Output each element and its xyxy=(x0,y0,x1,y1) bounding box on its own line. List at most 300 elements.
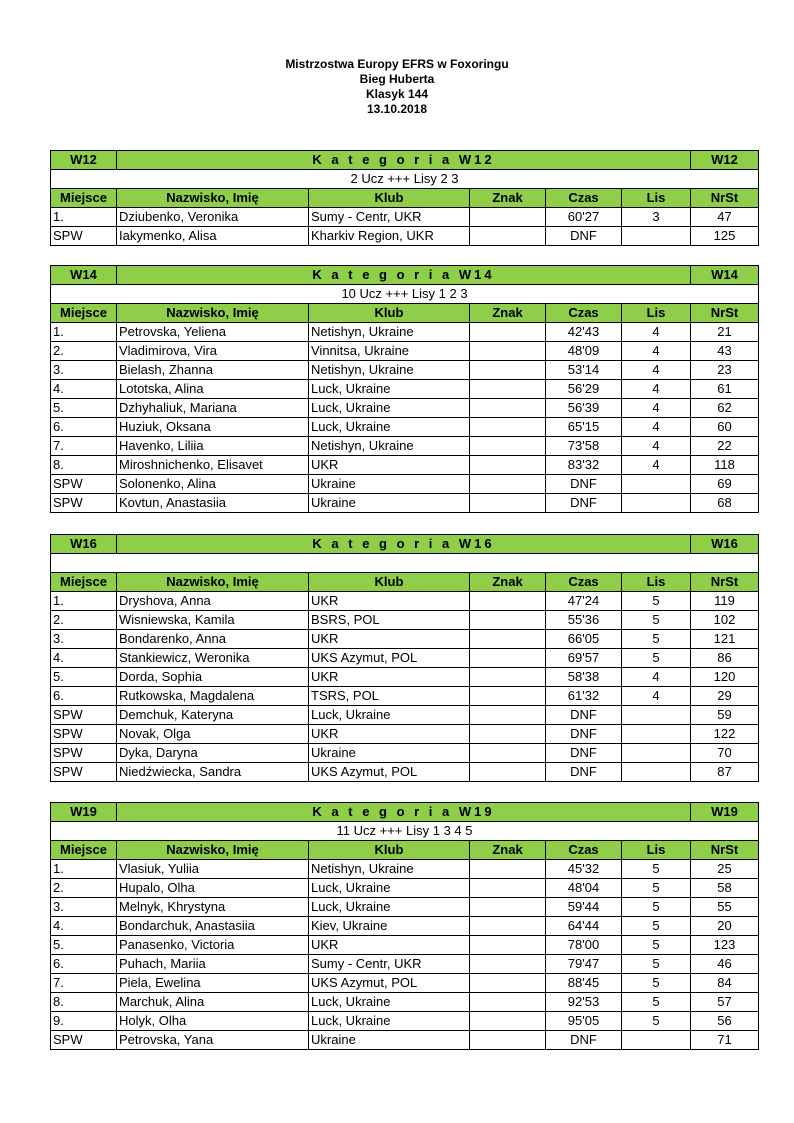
cell-nrst: 84 xyxy=(691,974,759,993)
cell-club: Netishyn, Ukraine xyxy=(309,361,470,380)
cell-lis: 5 xyxy=(622,993,691,1012)
category-code-left: W14 xyxy=(51,266,117,285)
cell-nrst: 87 xyxy=(691,763,759,782)
category-info: 2 Ucz +++ Lisy 2 3 xyxy=(51,170,759,189)
cell-time: 61'32 xyxy=(546,687,622,706)
category-code-left: W12 xyxy=(51,151,117,170)
table-row xyxy=(51,879,759,898)
cell-place: 4. xyxy=(51,649,117,668)
category-code-left: W19 xyxy=(51,803,117,822)
cell-place: 4. xyxy=(51,380,117,399)
table-row xyxy=(51,955,759,974)
cell-lis xyxy=(622,725,691,744)
cell-name: Stankiewicz, Weronika xyxy=(117,649,309,668)
cell-sign xyxy=(470,494,546,513)
cell-nrst: 20 xyxy=(691,917,759,936)
cell-place: 7. xyxy=(51,974,117,993)
cell-time: 48'09 xyxy=(546,342,622,361)
cell-nrst: 68 xyxy=(691,494,759,513)
cell-name: Dyka, Daryna xyxy=(117,744,309,763)
cell-sign xyxy=(470,860,546,879)
cell-time: DNF xyxy=(546,706,622,725)
cell-lis xyxy=(622,744,691,763)
column-header-time: Czas xyxy=(546,189,622,208)
cell-place: 8. xyxy=(51,456,117,475)
cell-time: DNF xyxy=(546,763,622,782)
cell-nrst: 71 xyxy=(691,1031,759,1050)
cell-time: 88'45 xyxy=(546,974,622,993)
cell-club: Luck, Ukraine xyxy=(309,399,470,418)
table-row xyxy=(51,342,759,361)
table-row xyxy=(51,611,759,630)
event-date: 13.10.2018 xyxy=(366,102,428,116)
cell-sign xyxy=(470,898,546,917)
cell-nrst: 23 xyxy=(691,361,759,380)
cell-place: 6. xyxy=(51,418,117,437)
table-row xyxy=(51,744,759,763)
cell-lis: 4 xyxy=(622,687,691,706)
cell-time: DNF xyxy=(546,1031,622,1050)
category-info-row xyxy=(51,554,759,573)
cell-sign xyxy=(470,611,546,630)
table-row xyxy=(51,668,759,687)
column-header-name: Nazwisko, Imię xyxy=(117,304,309,323)
cell-lis: 4 xyxy=(622,323,691,342)
table-row xyxy=(51,725,759,744)
category-code-right: W16 xyxy=(691,535,759,554)
cell-place: 3. xyxy=(51,630,117,649)
cell-place: SPW xyxy=(51,475,117,494)
table-row xyxy=(51,898,759,917)
table-row xyxy=(51,630,759,649)
cell-lis: 5 xyxy=(622,955,691,974)
column-header-lis: Lis xyxy=(622,189,691,208)
cell-club: UKS Azymut, POL xyxy=(309,974,470,993)
cell-time: 56'29 xyxy=(546,380,622,399)
table-row xyxy=(51,399,759,418)
cell-name: Petrovska, Yeliena xyxy=(117,323,309,342)
category-header-row xyxy=(51,266,759,285)
cell-sign xyxy=(470,879,546,898)
cell-name: Lototska, Alina xyxy=(117,380,309,399)
cell-name: Piela, Ewelina xyxy=(117,974,309,993)
cell-sign xyxy=(470,227,546,246)
category-info: 11 Ucz +++ Lisy 1 3 4 5 xyxy=(51,822,759,841)
table-row xyxy=(51,993,759,1012)
cell-time: DNF xyxy=(546,475,622,494)
cell-club: Sumy - Centr, UKR xyxy=(309,208,470,227)
cell-time: 73'58 xyxy=(546,437,622,456)
cell-name: Rutkowska, Magdalena xyxy=(117,687,309,706)
cell-sign xyxy=(470,687,546,706)
column-header-sign: Znak xyxy=(470,573,546,592)
cell-sign xyxy=(470,668,546,687)
cell-sign xyxy=(470,361,546,380)
column-header-row xyxy=(51,189,759,208)
cell-time: DNF xyxy=(546,744,622,763)
cell-lis: 4 xyxy=(622,418,691,437)
cell-lis: 4 xyxy=(622,380,691,399)
cell-club: Netishyn, Ukraine xyxy=(309,860,470,879)
cell-name: Bondarenko, Anna xyxy=(117,630,309,649)
cell-nrst: 121 xyxy=(691,630,759,649)
column-header-row xyxy=(51,573,759,592)
cell-lis: 5 xyxy=(622,974,691,993)
table-row xyxy=(51,380,759,399)
cell-nrst: 58 xyxy=(691,879,759,898)
category-info-row xyxy=(51,285,759,304)
cell-place: 5. xyxy=(51,399,117,418)
cell-place: 1. xyxy=(51,592,117,611)
cell-club: Luck, Ukraine xyxy=(309,418,470,437)
cell-club: Kiev, Ukraine xyxy=(309,917,470,936)
cell-name: Havenko, Liliia xyxy=(117,437,309,456)
cell-name: Puhach, Mariia xyxy=(117,955,309,974)
cell-name: Dryshova, Anna xyxy=(117,592,309,611)
cell-nrst: 59 xyxy=(691,706,759,725)
cell-nrst: 123 xyxy=(691,936,759,955)
cell-lis: 5 xyxy=(622,936,691,955)
table-row xyxy=(51,361,759,380)
column-header-time: Czas xyxy=(546,304,622,323)
cell-sign xyxy=(470,323,546,342)
cell-club: UKR xyxy=(309,630,470,649)
cell-club: UKR xyxy=(309,725,470,744)
cell-nrst: 57 xyxy=(691,993,759,1012)
cell-time: 56'39 xyxy=(546,399,622,418)
table-row xyxy=(51,418,759,437)
column-header-place: Miejsce xyxy=(51,189,117,208)
cell-club: Ukraine xyxy=(309,475,470,494)
column-header-name: Nazwisko, Imię xyxy=(117,841,309,860)
cell-name: Vladimirova, Vira xyxy=(117,342,309,361)
cell-lis: 5 xyxy=(622,611,691,630)
cell-lis: 5 xyxy=(622,630,691,649)
cell-place: 8. xyxy=(51,993,117,1012)
cell-lis: 3 xyxy=(622,208,691,227)
cell-nrst: 61 xyxy=(691,380,759,399)
category-table-w12 xyxy=(50,150,759,246)
cell-club: Luck, Ukraine xyxy=(309,380,470,399)
cell-place: SPW xyxy=(51,744,117,763)
cell-time: 65'15 xyxy=(546,418,622,437)
cell-place: SPW xyxy=(51,1031,117,1050)
cell-sign xyxy=(470,706,546,725)
category-header-row xyxy=(51,151,759,170)
cell-club: Luck, Ukraine xyxy=(309,993,470,1012)
table-row xyxy=(51,763,759,782)
cell-sign xyxy=(470,1012,546,1031)
cell-club: TSRS, POL xyxy=(309,687,470,706)
cell-lis xyxy=(622,706,691,725)
cell-nrst: 70 xyxy=(691,744,759,763)
cell-nrst: 29 xyxy=(691,687,759,706)
cell-sign xyxy=(470,649,546,668)
cell-club: Luck, Ukraine xyxy=(309,706,470,725)
column-header-nrst: NrSt xyxy=(691,841,759,860)
cell-lis: 4 xyxy=(622,399,691,418)
category-title: K a t e g o r i a W12 xyxy=(117,151,691,170)
cell-lis xyxy=(622,475,691,494)
cell-club: Ukraine xyxy=(309,744,470,763)
column-header-sign: Znak xyxy=(470,304,546,323)
cell-time: 69'57 xyxy=(546,649,622,668)
cell-name: Miroshnichenko, Elisavet xyxy=(117,456,309,475)
cell-place: 9. xyxy=(51,1012,117,1031)
cell-time: 66'05 xyxy=(546,630,622,649)
column-header-place: Miejsce xyxy=(51,841,117,860)
cell-lis: 4 xyxy=(622,456,691,475)
table-row xyxy=(51,917,759,936)
column-header-nrst: NrSt xyxy=(691,304,759,323)
table-row xyxy=(51,227,759,246)
category-info: 10 Ucz +++ Lisy 1 2 3 xyxy=(51,285,759,304)
cell-club: Vinnitsa, Ukraine xyxy=(309,342,470,361)
cell-club: Luck, Ukraine xyxy=(309,879,470,898)
cell-club: Netishyn, Ukraine xyxy=(309,323,470,342)
column-header-club: Klub xyxy=(309,189,470,208)
cell-nrst: 86 xyxy=(691,649,759,668)
cell-sign xyxy=(470,342,546,361)
cell-nrst: 125 xyxy=(691,227,759,246)
cell-lis xyxy=(622,227,691,246)
cell-lis: 5 xyxy=(622,860,691,879)
category-header-row xyxy=(51,535,759,554)
table-row xyxy=(51,649,759,668)
column-header-time: Czas xyxy=(546,841,622,860)
category-code-right: W19 xyxy=(691,803,759,822)
cell-sign xyxy=(470,380,546,399)
cell-nrst: 60 xyxy=(691,418,759,437)
cell-sign xyxy=(470,437,546,456)
cell-lis: 4 xyxy=(622,668,691,687)
cell-nrst: 43 xyxy=(691,342,759,361)
cell-sign xyxy=(470,974,546,993)
cell-time: 48'04 xyxy=(546,879,622,898)
cell-lis: 5 xyxy=(622,592,691,611)
cell-name: Bondarchuk, Anastasiia xyxy=(117,917,309,936)
cell-club: Netishyn, Ukraine xyxy=(309,437,470,456)
column-header-lis: Lis xyxy=(622,841,691,860)
cell-club: UKR xyxy=(309,936,470,955)
table-row xyxy=(51,437,759,456)
cell-lis: 4 xyxy=(622,342,691,361)
column-header-row xyxy=(51,841,759,860)
cell-lis: 5 xyxy=(622,649,691,668)
cell-time: 42'43 xyxy=(546,323,622,342)
cell-nrst: 62 xyxy=(691,399,759,418)
cell-time: 45'32 xyxy=(546,860,622,879)
cell-sign xyxy=(470,936,546,955)
cell-name: Dziubenko, Veronika xyxy=(117,208,309,227)
cell-lis: 5 xyxy=(622,1012,691,1031)
cell-time: 55'36 xyxy=(546,611,622,630)
cell-time: 58'38 xyxy=(546,668,622,687)
cell-club: Kharkiv Region, UKR xyxy=(309,227,470,246)
category-title: K a t e g o r i a W19 xyxy=(117,803,691,822)
cell-sign xyxy=(470,456,546,475)
cell-nrst: 122 xyxy=(691,725,759,744)
column-header-sign: Znak xyxy=(470,841,546,860)
cell-name: Wisniewska, Kamila xyxy=(117,611,309,630)
cell-club: Luck, Ukraine xyxy=(309,898,470,917)
event-class: Klasyk 144 xyxy=(365,87,429,101)
cell-club: Ukraine xyxy=(309,1031,470,1050)
cell-name: Huziuk, Oksana xyxy=(117,418,309,437)
cell-lis: 5 xyxy=(622,898,691,917)
cell-club: BSRS, POL xyxy=(309,611,470,630)
cell-sign xyxy=(470,399,546,418)
cell-nrst: 46 xyxy=(691,955,759,974)
column-header-lis: Lis xyxy=(622,573,691,592)
cell-sign xyxy=(470,418,546,437)
cell-place: 1. xyxy=(51,208,117,227)
column-header-nrst: NrSt xyxy=(691,573,759,592)
category-info-row xyxy=(51,822,759,841)
cell-name: Bielash, Zhanna xyxy=(117,361,309,380)
table-row xyxy=(51,323,759,342)
cell-time: 95'05 xyxy=(546,1012,622,1031)
cell-place: 4. xyxy=(51,917,117,936)
cell-sign xyxy=(470,955,546,974)
cell-name: Petrovska, Yana xyxy=(117,1031,309,1050)
cell-lis: 5 xyxy=(622,879,691,898)
cell-nrst: 119 xyxy=(691,592,759,611)
cell-time: 79'47 xyxy=(546,955,622,974)
category-table-w19 xyxy=(50,802,759,1050)
cell-time: 47'24 xyxy=(546,592,622,611)
cell-nrst: 55 xyxy=(691,898,759,917)
cell-time: DNF xyxy=(546,725,622,744)
category-info-row xyxy=(51,170,759,189)
cell-place: 1. xyxy=(51,860,117,879)
cell-club: UKR xyxy=(309,456,470,475)
cell-place: 2. xyxy=(51,342,117,361)
cell-place: 5. xyxy=(51,668,117,687)
category-table-w14 xyxy=(50,265,759,513)
column-header-club: Klub xyxy=(309,841,470,860)
column-header-time: Czas xyxy=(546,573,622,592)
column-header-club: Klub xyxy=(309,573,470,592)
table-row xyxy=(51,974,759,993)
cell-time: 60'27 xyxy=(546,208,622,227)
cell-sign xyxy=(470,993,546,1012)
column-header-sign: Znak xyxy=(470,189,546,208)
cell-time: DNF xyxy=(546,494,622,513)
cell-place: 2. xyxy=(51,611,117,630)
cell-sign xyxy=(470,725,546,744)
table-row xyxy=(51,860,759,879)
category-title: K a t e g o r i a W14 xyxy=(117,266,691,285)
cell-place: 3. xyxy=(51,898,117,917)
cell-sign xyxy=(470,744,546,763)
cell-name: Demchuk, Kateryna xyxy=(117,706,309,725)
category-code-left: W16 xyxy=(51,535,117,554)
cell-place: SPW xyxy=(51,725,117,744)
cell-nrst: 56 xyxy=(691,1012,759,1031)
cell-place: SPW xyxy=(51,494,117,513)
cell-nrst: 120 xyxy=(691,668,759,687)
event-subtitle: Bieg Huberta xyxy=(359,72,435,86)
cell-lis xyxy=(622,494,691,513)
cell-sign xyxy=(470,592,546,611)
category-header-row xyxy=(51,803,759,822)
table-row xyxy=(51,1031,759,1050)
category-code-right: W12 xyxy=(691,151,759,170)
cell-place: 5. xyxy=(51,936,117,955)
cell-name: Holyk, Olha xyxy=(117,1012,309,1031)
column-header-club: Klub xyxy=(309,304,470,323)
cell-place: 3. xyxy=(51,361,117,380)
cell-name: Vlasiuk, Yuliia xyxy=(117,860,309,879)
cell-place: 7. xyxy=(51,437,117,456)
cell-club: UKR xyxy=(309,668,470,687)
cell-nrst: 21 xyxy=(691,323,759,342)
cell-sign xyxy=(470,475,546,494)
cell-place: SPW xyxy=(51,763,117,782)
cell-time: 64'44 xyxy=(546,917,622,936)
cell-nrst: 69 xyxy=(691,475,759,494)
column-header-place: Miejsce xyxy=(51,304,117,323)
cell-name: Niedźwiecka, Sandra xyxy=(117,763,309,782)
cell-name: Dorda, Sophia xyxy=(117,668,309,687)
cell-time: 92'53 xyxy=(546,993,622,1012)
cell-name: Panasenko, Victoria xyxy=(117,936,309,955)
table-row xyxy=(51,475,759,494)
cell-name: Melnyk, Khrystyna xyxy=(117,898,309,917)
cell-time: 78'00 xyxy=(546,936,622,955)
cell-nrst: 102 xyxy=(691,611,759,630)
cell-time: 83'32 xyxy=(546,456,622,475)
column-header-lis: Lis xyxy=(622,304,691,323)
cell-club: UKS Azymut, POL xyxy=(309,763,470,782)
cell-name: Novak, Olga xyxy=(117,725,309,744)
cell-sign xyxy=(470,630,546,649)
cell-nrst: 47 xyxy=(691,208,759,227)
cell-place: 1. xyxy=(51,323,117,342)
cell-nrst: 25 xyxy=(691,860,759,879)
document-header xyxy=(0,57,794,117)
cell-nrst: 118 xyxy=(691,456,759,475)
event-title: Mistrzostwa Europy EFRS w Foxoringu xyxy=(285,57,509,71)
category-code-right: W14 xyxy=(691,266,759,285)
table-row xyxy=(51,494,759,513)
cell-sign xyxy=(470,763,546,782)
cell-name: Solonenko, Alina xyxy=(117,475,309,494)
cell-time: DNF xyxy=(546,227,622,246)
cell-club: Ukraine xyxy=(309,494,470,513)
cell-lis xyxy=(622,763,691,782)
category-title: K a t e g o r i a W16 xyxy=(117,535,691,554)
column-header-place: Miejsce xyxy=(51,573,117,592)
table-row xyxy=(51,1012,759,1031)
table-row xyxy=(51,706,759,725)
cell-club: UKS Azymut, POL xyxy=(309,649,470,668)
table-row xyxy=(51,592,759,611)
column-header-row xyxy=(51,304,759,323)
cell-name: Dzhyhaliuk, Mariana xyxy=(117,399,309,418)
column-header-name: Nazwisko, Imię xyxy=(117,189,309,208)
cell-place: SPW xyxy=(51,706,117,725)
cell-sign xyxy=(470,917,546,936)
category-table-w16 xyxy=(50,534,759,782)
table-row xyxy=(51,936,759,955)
cell-time: 53'14 xyxy=(546,361,622,380)
cell-lis: 4 xyxy=(622,361,691,380)
table-row xyxy=(51,208,759,227)
table-row xyxy=(51,687,759,706)
cell-nrst: 22 xyxy=(691,437,759,456)
